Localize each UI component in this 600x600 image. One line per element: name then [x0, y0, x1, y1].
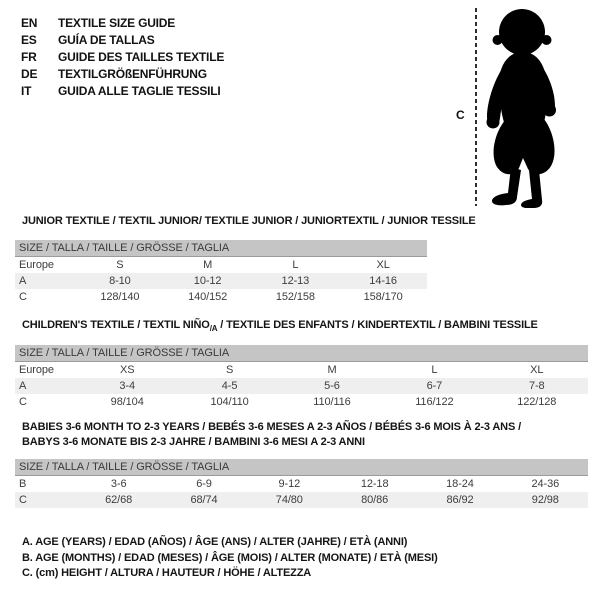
cell: XS	[119, 364, 135, 376]
cell: 110/116	[313, 396, 351, 408]
junior-size-table	[15, 240, 427, 305]
cell: L	[292, 259, 299, 271]
cell: 74/80	[247, 492, 332, 508]
cell: 3-6	[110, 478, 127, 490]
cell: 14-16	[339, 273, 427, 289]
cell: XL	[530, 364, 544, 376]
table-row-age	[15, 273, 427, 289]
row-label: C	[19, 291, 27, 303]
cell: 7-8	[486, 378, 588, 394]
lang-row-fr	[21, 48, 224, 65]
cell: 10-12	[164, 273, 252, 289]
lang-label: TEXTILGRÖßENFÜHRUNG	[58, 66, 207, 81]
junior-table-title: JUNIOR TEXTILE / TEXTIL JUNIOR/ TEXTILE JUNIOR / JUNIORTEXTIL / JUNIOR TESSILE	[22, 215, 476, 227]
lang-code: ES	[21, 32, 37, 47]
cell: 6-9	[196, 478, 212, 490]
measure-legend	[22, 535, 438, 582]
height-dashed-line	[475, 8, 477, 206]
children-table-title	[22, 318, 538, 336]
cell: 116/122	[415, 396, 454, 408]
cell: M	[327, 364, 337, 376]
cell: XL	[376, 259, 390, 271]
lang-label: GUÍA DE TALLAS	[58, 32, 155, 47]
children-size-table	[15, 345, 588, 410]
cell: S	[116, 259, 124, 271]
cell: M	[203, 259, 213, 271]
cell: 104/110	[210, 396, 249, 408]
row-label: A	[15, 378, 76, 394]
lang-code: DE	[21, 66, 38, 81]
lang-code: FR	[21, 49, 37, 64]
cell: 18-24	[446, 478, 474, 490]
lang-row-es	[21, 31, 224, 48]
size-header-row	[15, 459, 588, 476]
size-header: SIZE / TALLA / TAILLE / GRÖSSE / TAGLIA	[15, 459, 588, 476]
cell: 68/74	[161, 492, 246, 508]
babies-table-title	[22, 420, 521, 450]
title-text: CHILDREN'S TEXTILE / TEXTIL NIÑO	[22, 319, 210, 331]
cell: 4-5	[178, 378, 280, 394]
cell: 12-13	[252, 273, 340, 289]
lang-code: IT	[21, 83, 32, 98]
cell: 86/92	[417, 492, 502, 508]
legend-line-b: B. AGE (MONTHS) / EDAD (MESES) / ÂGE (MOIS) / ALTER (MONATE) / ETÀ (MESI)	[22, 551, 438, 564]
cell: 122/128	[517, 396, 557, 408]
cell: 24-36	[531, 478, 560, 490]
table-row-height	[15, 289, 427, 305]
row-label: Europe	[19, 259, 54, 271]
title-subscript: /A	[209, 324, 218, 334]
table-row-age	[15, 378, 588, 394]
lang-label: TEXTILE SIZE GUIDE	[58, 15, 176, 30]
table-row-europe	[15, 362, 588, 379]
cell: 6-7	[383, 378, 485, 394]
table-row-age-months	[15, 476, 588, 493]
row-label: B	[19, 478, 27, 490]
cell: 5-6	[281, 378, 383, 394]
table-row-europe	[15, 257, 427, 274]
lang-row-en	[21, 14, 224, 31]
lang-row-de	[21, 65, 224, 82]
cell: 80/86	[332, 492, 417, 508]
table-row-height	[15, 394, 588, 410]
cell: 98/104	[110, 396, 144, 408]
size-header: SIZE / TALLA / TAILLE / GRÖSSE / TAGLIA	[15, 345, 588, 362]
title-text: / TEXTILE DES ENFANTS / KINDERTEXTIL / BAMBINI TESSILE	[217, 319, 538, 331]
size-header: SIZE / TALLA / TAILLE / GRÖSSE / TAGLIA	[15, 240, 427, 257]
title-line-2: BABYS 3-6 MONATE BIS 2-3 JAHRE / BAMBINI 3-6 MESI A 2-3 ANNI	[22, 436, 365, 448]
cell: S	[225, 364, 234, 376]
lang-label: GUIDE DES TAILLES TEXTILE	[58, 49, 225, 64]
size-header-row	[15, 240, 427, 257]
cell: 140/152	[188, 291, 228, 303]
language-list	[21, 14, 224, 99]
cell: 9-12	[278, 478, 301, 490]
cell: 3-4	[76, 378, 178, 394]
cell: 128/140	[100, 291, 140, 303]
lang-code: EN	[21, 15, 38, 30]
lang-label: GUIDA ALLE TAGLIE TESSILI	[58, 83, 221, 98]
legend-line-a: A. AGE (YEARS) / EDAD (AÑOS) / ÂGE (ANS) / ALTER (JAHRE) / ETÀ (ANNI)	[22, 536, 408, 548]
row-label: A	[15, 273, 76, 289]
cell: 62/68	[76, 492, 161, 508]
row-label: C	[15, 492, 76, 508]
lang-row-it	[21, 82, 224, 99]
babies-size-table	[15, 459, 588, 508]
baby-silhouette	[482, 9, 574, 208]
row-label: Europe	[19, 364, 54, 376]
table-row-height	[15, 492, 588, 508]
title-line-1: BABIES 3-6 MONTH TO 2-3 YEARS / BEBÉS 3-6 MESES A 2-3 AÑOS / BÉBÉS 3-6 MOIS À 2-3 ANS /	[22, 421, 521, 433]
cell: 152/158	[275, 291, 315, 303]
cell: 92/98	[503, 492, 588, 508]
cell: L	[431, 364, 438, 376]
cell: 8-10	[76, 273, 164, 289]
height-measure-label: C	[456, 108, 465, 122]
size-header-row	[15, 345, 588, 362]
row-label: C	[19, 396, 27, 408]
cell: 12-18	[360, 478, 389, 490]
legend-line-c: C. (cm) HEIGHT / ALTURA / HAUTEUR / HÖHE / ALTEZZA	[22, 567, 312, 579]
cell: 158/170	[363, 291, 403, 303]
